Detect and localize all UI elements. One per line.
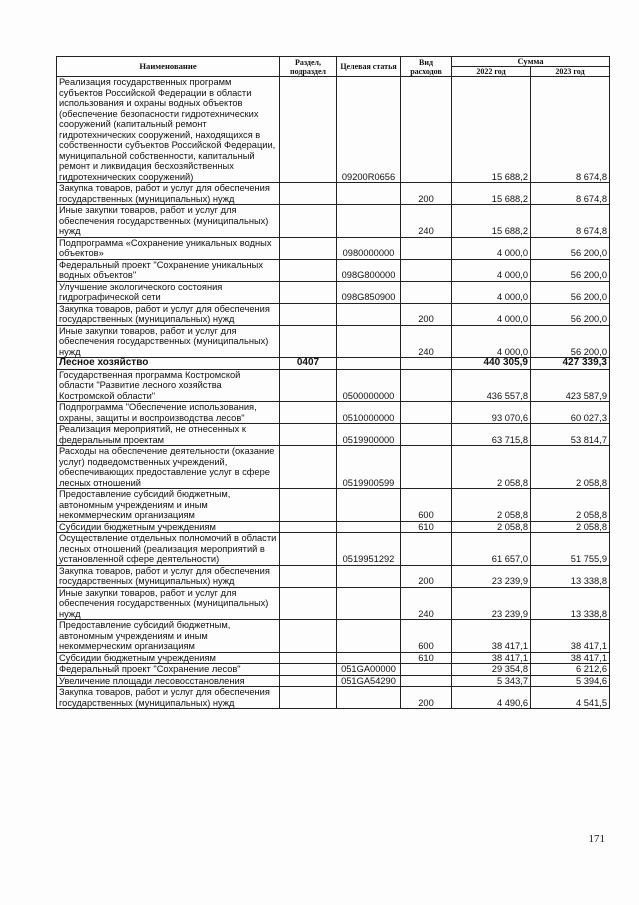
table-row <box>57 664 610 676</box>
header-sum: Сумма <box>452 57 610 67</box>
cell-target: 0980000000 <box>337 237 401 259</box>
cell-target: 0500000000 <box>337 369 401 402</box>
cell-type: 200 <box>401 303 452 325</box>
cell-target <box>337 620 401 653</box>
cell-target <box>337 205 401 238</box>
cell-type <box>401 402 452 424</box>
table-row <box>57 358 610 370</box>
cell-name: Закупка товаров, работ и услуг для обеспечения государственных (муниципальных) нужд <box>57 687 280 709</box>
cell-sum-2022: 4 000,0 <box>452 259 531 281</box>
cell-type <box>401 281 452 303</box>
cell-sum-2023: 56 200,0 <box>531 237 610 259</box>
cell-sum-2023: 2 058,8 <box>531 521 610 533</box>
cell-target <box>337 652 401 664</box>
table-row <box>57 620 610 653</box>
cell-type: 610 <box>401 652 452 664</box>
cell-sum-2022: 5 343,7 <box>452 675 531 687</box>
cell-section <box>280 281 337 303</box>
cell-name: Федеральный проект "Сохранение уникальных водных объектов" <box>57 259 280 281</box>
cell-name: Реализация государственных программ субъектов Российской Федерации в области использования и охраны водных объектов (обеспечение безопасности гидротехнических сооружений (капитальный ремонт гидротехнических сооружений, находящихся в собственности субъектов Российской Федерации, муниципальной собственности, капитальный ремонт и ликвидация бесхозяйственных гидротехнических сооружений) <box>57 77 280 183</box>
cell-section: 0407 <box>280 358 337 370</box>
header-row <box>57 57 610 67</box>
cell-target: 09200R0656 <box>337 77 401 183</box>
cell-sum-2022: 15 688,2 <box>452 183 531 205</box>
table-row <box>57 587 610 620</box>
header-name: Наименование <box>57 57 280 77</box>
cell-name: Иные закупки товаров, работ и услуг для обеспечения государственных (муниципальных) нужд <box>57 325 280 358</box>
cell-sum-2022: 61 657,0 <box>452 533 531 566</box>
cell-sum-2022: 440 305,9 <box>452 358 531 370</box>
cell-name: Субсидии бюджетным учреждениям <box>57 521 280 533</box>
table-row <box>57 77 610 183</box>
cell-sum-2022: 4 000,0 <box>452 325 531 358</box>
cell-sum-2022: 15 688,2 <box>452 205 531 238</box>
cell-sum-2023: 60 027,3 <box>531 402 610 424</box>
cell-sum-2023: 427 339,3 <box>531 358 610 370</box>
table-row <box>57 205 610 238</box>
cell-name: Государственная программа Костромской области "Развитие лесного хозяйства Костромской области" <box>57 369 280 402</box>
cell-type: 600 <box>401 489 452 522</box>
cell-section <box>280 183 337 205</box>
table-row <box>57 183 610 205</box>
cell-sum-2022: 38 417,1 <box>452 652 531 664</box>
cell-section <box>280 652 337 664</box>
cell-section <box>280 521 337 533</box>
table-row <box>57 237 610 259</box>
cell-type: 240 <box>401 205 452 238</box>
cell-sum-2023: 8 674,8 <box>531 77 610 183</box>
cell-target <box>337 303 401 325</box>
cell-sum-2023: 13 338,8 <box>531 587 610 620</box>
cell-sum-2022: 4 000,0 <box>452 237 531 259</box>
table-body <box>57 77 610 709</box>
cell-sum-2022: 29 354,8 <box>452 664 531 676</box>
cell-sum-2023: 38 417,1 <box>531 652 610 664</box>
cell-sum-2022: 63 715,8 <box>452 424 531 446</box>
cell-name: Осуществление отдельных полномочий в области лесных отношений (реализация мероприятий в установленной сфере деятельности) <box>57 533 280 566</box>
cell-target: 098G800000 <box>337 259 401 281</box>
cell-section <box>280 369 337 402</box>
cell-target: 098G850900 <box>337 281 401 303</box>
cell-target <box>337 489 401 522</box>
cell-section <box>280 446 337 489</box>
cell-sum-2023: 53 814,7 <box>531 424 610 446</box>
cell-sum-2022: 23 239,9 <box>452 565 531 587</box>
cell-section <box>280 664 337 676</box>
cell-section <box>280 533 337 566</box>
cell-target: 0519900599 <box>337 446 401 489</box>
cell-target: 0510000000 <box>337 402 401 424</box>
table-row <box>57 281 610 303</box>
cell-sum-2022: 4 490,6 <box>452 687 531 709</box>
table-row <box>57 325 610 358</box>
budget-table <box>56 56 610 709</box>
cell-name: Расходы на обеспечение деятельности (оказание услуг) подведомственных учреждений, обеспечивающих предоставление услуг в сфере лесных отношений <box>57 446 280 489</box>
cell-type <box>401 446 452 489</box>
cell-sum-2022: 4 000,0 <box>452 281 531 303</box>
cell-type <box>401 533 452 566</box>
cell-type: 600 <box>401 620 452 653</box>
cell-target <box>337 521 401 533</box>
cell-sum-2023: 2 058,8 <box>531 489 610 522</box>
cell-type <box>401 77 452 183</box>
cell-sum-2023: 4 541,5 <box>531 687 610 709</box>
cell-type: 240 <box>401 587 452 620</box>
cell-target <box>337 325 401 358</box>
cell-section <box>280 489 337 522</box>
table-row <box>57 533 610 566</box>
cell-sum-2023: 38 417,1 <box>531 620 610 653</box>
header-target: Целевая статья <box>337 57 401 77</box>
cell-target: 051GA00000 <box>337 664 401 676</box>
header-type: Вид расходов <box>401 57 452 77</box>
cell-type <box>401 664 452 676</box>
cell-section <box>280 259 337 281</box>
cell-type <box>401 675 452 687</box>
cell-section <box>280 587 337 620</box>
cell-sum-2023: 56 200,0 <box>531 281 610 303</box>
cell-type <box>401 369 452 402</box>
cell-name: Лесное хозяйство <box>57 358 280 370</box>
cell-section <box>280 620 337 653</box>
cell-sum-2022: 23 239,9 <box>452 587 531 620</box>
table-row <box>57 402 610 424</box>
cell-type: 200 <box>401 565 452 587</box>
cell-type: 610 <box>401 521 452 533</box>
cell-sum-2022: 2 058,8 <box>452 521 531 533</box>
cell-name: Федеральный проект "Сохранение лесов" <box>57 664 280 676</box>
cell-name: Улучшение экологического состояния гидрографической сети <box>57 281 280 303</box>
cell-sum-2023: 6 212,6 <box>531 664 610 676</box>
cell-section <box>280 205 337 238</box>
cell-sum-2023: 13 338,8 <box>531 565 610 587</box>
cell-sum-2023: 8 674,8 <box>531 183 610 205</box>
cell-sum-2023: 56 200,0 <box>531 259 610 281</box>
cell-sum-2023: 2 058,8 <box>531 446 610 489</box>
cell-sum-2022: 93 070,6 <box>452 402 531 424</box>
cell-section <box>280 77 337 183</box>
cell-target <box>337 687 401 709</box>
table-row <box>57 303 610 325</box>
table-row <box>57 652 610 664</box>
cell-section <box>280 325 337 358</box>
cell-sum-2022: 38 417,1 <box>452 620 531 653</box>
cell-name: Субсидии бюджетным учреждениям <box>57 652 280 664</box>
cell-name: Реализация мероприятий, не отнесенных к федеральным проектам <box>57 424 280 446</box>
cell-sum-2023: 8 674,8 <box>531 205 610 238</box>
cell-name: Подпрограмма «Сохранение уникальных водных объектов» <box>57 237 280 259</box>
cell-name: Закупка товаров, работ и услуг для обеспечения государственных (муниципальных) нужд <box>57 303 280 325</box>
cell-section <box>280 424 337 446</box>
table-row <box>57 446 610 489</box>
cell-name: Иные закупки товаров, работ и услуг для обеспечения государственных (муниципальных) нужд <box>57 587 280 620</box>
table-row <box>57 424 610 446</box>
header-year-2023: 2023 год <box>531 67 610 77</box>
cell-name: Увеличение площади лесовосстановления <box>57 675 280 687</box>
cell-section <box>280 402 337 424</box>
cell-target <box>337 565 401 587</box>
table-row <box>57 675 610 687</box>
table-row <box>57 687 610 709</box>
cell-sum-2022: 15 688,2 <box>452 77 531 183</box>
cell-target <box>337 587 401 620</box>
page-number: 171 <box>588 833 605 845</box>
table-row <box>57 489 610 522</box>
cell-sum-2023: 423 587,9 <box>531 369 610 402</box>
cell-sum-2022: 436 557,8 <box>452 369 531 402</box>
table-row <box>57 521 610 533</box>
cell-target <box>337 183 401 205</box>
cell-target: 051GA54290 <box>337 675 401 687</box>
cell-type <box>401 424 452 446</box>
table-row <box>57 369 610 402</box>
cell-section <box>280 565 337 587</box>
cell-sum-2023: 56 200,0 <box>531 325 610 358</box>
cell-section <box>280 687 337 709</box>
table-row <box>57 565 610 587</box>
cell-section <box>280 237 337 259</box>
cell-type <box>401 237 452 259</box>
header-year-2022: 2022 год <box>452 67 531 77</box>
cell-type: 200 <box>401 183 452 205</box>
cell-type: 240 <box>401 325 452 358</box>
cell-target <box>337 358 401 370</box>
cell-sum-2022: 2 058,8 <box>452 446 531 489</box>
cell-name: Предоставление субсидий бюджетным, автономным учреждениям и иным некоммерческим организациям <box>57 620 280 653</box>
cell-target: 0519900000 <box>337 424 401 446</box>
header-section: Раздел, подраздел <box>280 57 337 77</box>
cell-section <box>280 303 337 325</box>
cell-sum-2022: 4 000,0 <box>452 303 531 325</box>
cell-sum-2023: 56 200,0 <box>531 303 610 325</box>
cell-type <box>401 259 452 281</box>
cell-name: Закупка товаров, работ и услуг для обеспечения государственных (муниципальных) нужд <box>57 565 280 587</box>
cell-type: 200 <box>401 687 452 709</box>
cell-name: Закупка товаров, работ и услуг для обеспечения государственных (муниципальных) нужд <box>57 183 280 205</box>
cell-type <box>401 358 452 370</box>
table-row <box>57 259 610 281</box>
cell-name: Иные закупки товаров, работ и услуг для обеспечения государственных (муниципальных) нужд <box>57 205 280 238</box>
cell-sum-2022: 2 058,8 <box>452 489 531 522</box>
cell-sum-2023: 51 755,9 <box>531 533 610 566</box>
cell-name: Предоставление субсидий бюджетным, автономным учреждениям и иным некоммерческим организациям <box>57 489 280 522</box>
cell-name: Подпрограмма "Обеспечение использования, охраны, защиты и воспроизводства лесов" <box>57 402 280 424</box>
cell-sum-2023: 5 394,6 <box>531 675 610 687</box>
cell-target: 0519951292 <box>337 533 401 566</box>
cell-section <box>280 675 337 687</box>
